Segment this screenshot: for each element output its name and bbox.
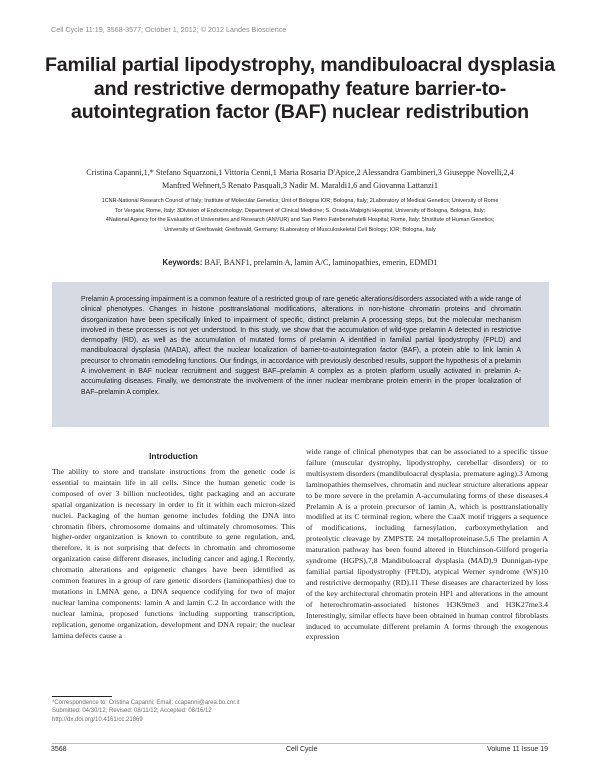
- author-line-2: Manfred Wehnert,5 Renato Pasquali,3 Nadir M. Maraldi1,6 and Giovanna Lattanzi1: [162, 181, 438, 190]
- footer-journal: Cell Cycle: [286, 746, 318, 753]
- affiliation-line-2: Tor Vergata; Rome, Italy; 3Division of Endocrinology; Department of Clinical Medicine; S. Orsola-Malpighi Hospital; University of Bologna, Bologna, Italy;: [114, 207, 486, 214]
- journal-citation: Cell Cycle 11:19, 3568-3577; October 1, 2012; © 2012 Landes Bioscience: [51, 25, 287, 34]
- author-list: [60, 166, 540, 192]
- body-column-right: [306, 447, 548, 643]
- page-number: 3568: [51, 746, 67, 753]
- affiliation-line-3: 4National Agency for the Evaluation of Universities and Research (ANVUR) and San Pietro Fatebenefratelli Hospital; Rome, Italy; 5Institute of Human Genetics;: [105, 217, 495, 224]
- doi-link[interactable]: http://dx.doi.org/10.4161/cc.21869: [52, 716, 143, 723]
- introduction-right-text: wide range of clinical phenotypes that can be associated to a specific tissue failure (muscular dystrophy, lipodystrophy, cerebellar disorders) or to multisystem disorders (mandibuloacral dysplasia, premature aging).3 Among laminopathies themselves, chromatin and nuclear structure alterations appear to be more severe in the prelamin A-accumulating forms of these diseases.4 Prelamin A is a protein precursor of lamin A, which is posttranslationally modified at its C terminal region, where the CaaX motif triggers a sequence of modifications, including farnesylation, carboxymethylation and proteolytic cleavage by ZMPSTE 24 metalloproteinase.5,6 The prelamin A maturation pathway has been found altered in Hutchinson-Gilford progeria syndrome (HGPS),7,8 Mandibuloacral dysplasia (MAD),9 Dunnigan-type familial partial lipodystrophy (FPLD), atypical Werner syndrome (WS)10 and restrictive dermopathy (RD).11 These diseases are characterized by loss of the key architectural chromatin protein HP1 and alterations in the amount of heterochromatin-associated histones H3K9me3 and H3K27me3.4 Interestingly, similar effects have been obtained in human control fibroblasts induced to accumulate different prelamin A forms through the exogenous expression: [306, 447, 548, 642]
- submission-dates: Submitted: 04/30/12; Revised: 08/11/12; Accepted: 08/16/12: [52, 708, 212, 715]
- affiliation-line-4: University of Greifswald; Greifswald, Germany; 6Laboratory of Musculoskeletal Cell Biology; IOR; Bologna, Italy: [164, 226, 436, 233]
- affiliations: [60, 197, 540, 235]
- body-column-left: [52, 467, 295, 642]
- article-title: Familial partial lipodystrophy, mandibuloacral dysplasia and restrictive dermopathy feature barrier-to-autointegration factor (BAF) nuclear redistribution: [45, 54, 555, 123]
- section-heading-introduction: Introduction: [149, 451, 198, 461]
- introduction-left-text: The ability to store and translate instructions from the genetic code is essential to maintain life in all cells. Since the human genetic code is composed of over 3 billion nucleotides, tight packaging and an accurate spatial organization is necessary in order to fit it within each micron-sized nuclei. Packaging of the human genome includes folding the DNA into chromatin fibers, chromosome domains and ultimately chromosomes. This higher-order organization is known to contribute to gene regulation, and, therefore, it is not surprising that defects in chromatin and chromosome organization cause different diseases, including cancer and aging.1 Recently, chromatin alterations and epigenetic changes have been identified as common features in a group of rare genetic disorders (laminopathies) due to mutations in LMNA gene, a DNA sequence codifying for two of major nuclear lamina components: lamin A and lamin C.2 In accordance with the nuclear lamina, proposed functions including supporting transcription, replication, genome organization, development and DNA repair; the nuclear lamina defects cause a: [52, 467, 295, 640]
- correspondence: *Correspondence to: Cristina Capanni; Email: ccapanni@area.bo.cnr.it: [52, 700, 240, 706]
- keywords-label: Keywords:: [162, 258, 203, 267]
- keywords-value: BAF, BANF1, prelamin A, lamin A/C, laminopathies, emerin, EDMD1: [204, 258, 438, 267]
- footer-divider: [52, 743, 548, 744]
- footnote: [52, 699, 295, 724]
- author-line-1: Cristina Capanni,1,* Stefano Squarzoni,1 Vittoria Cenni,1 Maria Rosaria D'Apice,2 Alessandra Gambineri,3 Giuseppe Novelli,2,4: [86, 168, 514, 177]
- footnote-divider: [52, 696, 112, 697]
- keywords: [40, 258, 560, 267]
- abstract-text: Prelamin A processing impairment is a common feature of a restricted group of rare genetic alterations/disorders associated with a wide range of clinical phenotypes. Changes in histone posttranslational modifications, alterations in non-histone chromatin proteins and chromatin disorganization have been specifically linked to impairment of specific, distinct prelamin A processing steps, but the molecular mechanism involved in these processes is not yet understood. In this study, we show that the accumulation of wild-type prelamin A detected in restrictive dermopathy (RD), as well as the accumulation of mutated forms of prelamin A identified in familial partial lipodystrophy (FPLD) and mandibuloacral dysplasia (MADA), affect the nuclear localization of barrier-to-autointegration factor (BAF), a protein able to link lamin A precursor to chromatin remodeling functions. Our findings, in accordance with previously described results, support the hypothesis of a prelamin A involvement in BAF nuclear recruitment and suggest BAF–prelamin A complex as a protein platform usually activated in prelamin A-accumulating diseases. Finally, we demonstrate the involvement of the inner nuclear membrane protein emerin in the proper localization of BAF–prelamin A complex.: [81, 296, 521, 396]
- footer-volume: Volume 11 Issue 19: [487, 746, 548, 753]
- affiliation-line-1: 1CNR-National Research Council of Italy; Institute of Molecular Genetics; Unit of Bologna IOR; Bologna, Italy; 2Laboratory of Medical Genetics; University of Rome: [101, 198, 499, 204]
